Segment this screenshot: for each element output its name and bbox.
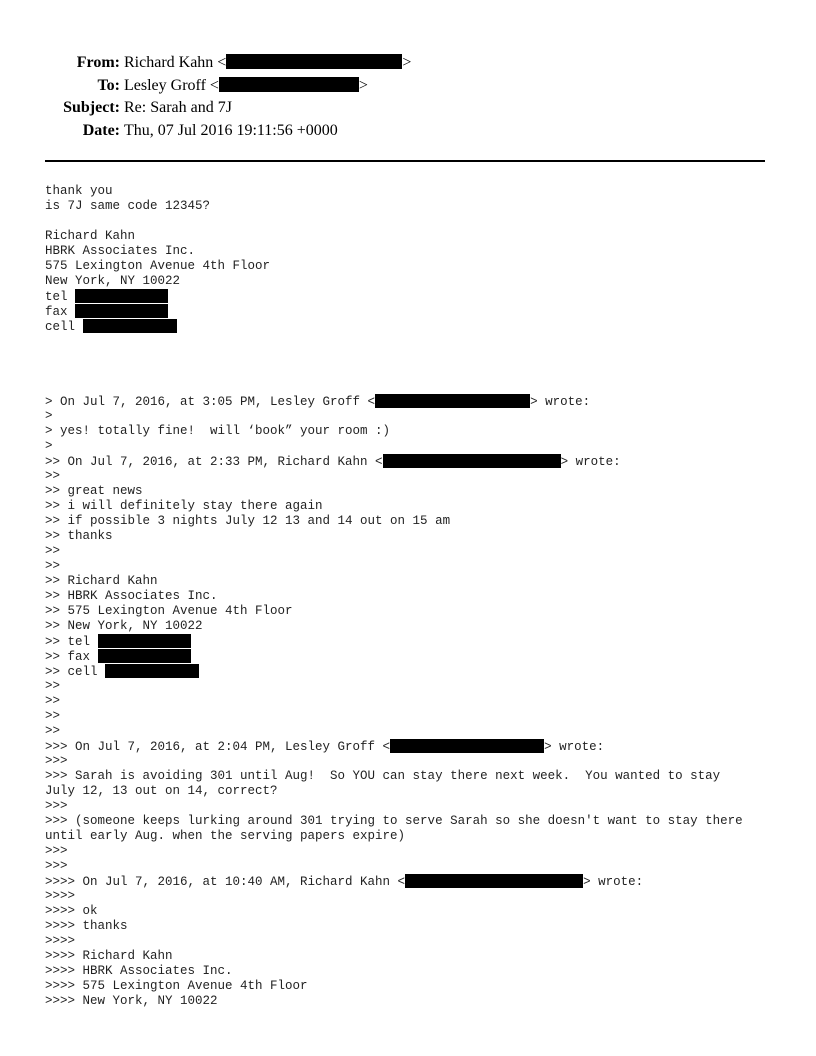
quote-line: >>> (45, 799, 68, 813)
quote-line: >>> (someone keeps lurking around 301 trying to serve Sarah so she doesn't want to stay there (45, 814, 743, 828)
redacted-cell (105, 664, 199, 678)
to-value (124, 75, 368, 98)
redacted-email (405, 874, 583, 888)
redacted-tel (98, 634, 191, 648)
quote-line: >> Richard Kahn (45, 574, 158, 588)
quote-line: >> New York, NY 10022 (45, 619, 203, 633)
to-row (0, 75, 816, 98)
signature-tel (45, 289, 785, 304)
signature-name: Richard Kahn (45, 229, 136, 243)
from-row (0, 52, 816, 75)
quote-line: >>>> 575 Lexington Avenue 4th Floor (45, 979, 308, 993)
quote3-suffix: > wrote: (544, 740, 605, 754)
subject-value: Re: Sarah and 7J (124, 99, 232, 116)
fax-label: fax (45, 305, 76, 319)
redacted-cell (83, 319, 177, 333)
quote-line: >>> (45, 754, 68, 768)
to-label: To: (97, 76, 120, 94)
quote-line: >> i will definitely stay there again (45, 499, 323, 513)
quote-line: >> (45, 694, 61, 708)
from-close: > (402, 54, 412, 71)
quote-line: >>>> Richard Kahn (45, 949, 173, 963)
quote4-prefix: >>>> On Jul 7, 2016, at 10:40 AM, Richard Kahn < (45, 875, 406, 889)
quote-line: until early Aug. when the serving papers expire) (45, 829, 406, 843)
quote-line: >> (45, 709, 61, 723)
date-row (0, 120, 816, 143)
quote-line: >>>> thanks (45, 919, 128, 933)
quote-line: >>>> HBRK Associates Inc. (45, 964, 233, 978)
email-header (0, 52, 816, 142)
quote-line: >> (45, 469, 61, 483)
quote-line: >>> (45, 859, 68, 873)
quote-line: >> (45, 724, 61, 738)
signature-fax (45, 304, 785, 319)
quote-line: >>>> New York, NY 10022 (45, 994, 218, 1008)
fax-label: >> fax (45, 650, 98, 664)
date-value: Thu, 07 Jul 2016 19:11:56 +0000 (124, 121, 338, 139)
to-name: Lesley Groff < (124, 76, 219, 94)
subject-label: Subject: (63, 99, 120, 116)
body-line (45, 214, 785, 229)
cell-label: >> cell (45, 665, 106, 679)
redacted-email (390, 739, 544, 753)
email-body (45, 184, 785, 1009)
quote-fax (45, 649, 785, 664)
tel-label: >> tel (45, 635, 98, 649)
quote-line: > (45, 439, 53, 453)
quote-line: >> if possible 3 nights July 12 13 and 14 out on 15 am (45, 514, 451, 528)
date-label: Date: (82, 121, 120, 139)
cell-label: cell (45, 320, 83, 334)
quote-line: >> (45, 559, 61, 573)
quote-line: >> HBRK Associates Inc. (45, 589, 218, 603)
tel-label: tel (45, 290, 76, 304)
quote4-attribution (45, 874, 785, 889)
quote-line: >>>> (45, 889, 76, 903)
signature-company: HBRK Associates Inc. (45, 244, 196, 258)
body-line: is 7J same code 12345? (45, 199, 211, 213)
signature-address: 575 Lexington Avenue 4th Floor (45, 259, 271, 273)
from-name: Richard Kahn < (124, 54, 227, 71)
to-close: > (358, 76, 368, 94)
quote1-prefix: > On Jul 7, 2016, at 3:05 PM, Lesley Groff < (45, 395, 376, 409)
quote-line: >>>> (45, 934, 76, 948)
quote3-prefix: >>> On Jul 7, 2016, at 2:04 PM, Lesley Groff < (45, 740, 391, 754)
quote1-attribution (45, 394, 785, 409)
quote-line: >>> Sarah is avoiding 301 until Aug! So YOU can stay there next week. You wanted to stay (45, 769, 721, 783)
quote-line: > yes! totally fine! will ‘book” your room :) (45, 424, 391, 438)
redacted-email (375, 394, 530, 408)
body-line: thank you (45, 184, 113, 198)
header-divider (45, 160, 765, 162)
redacted-fax (98, 649, 191, 663)
quote-line: >>>> ok (45, 904, 98, 918)
quote-line: >> 575 Lexington Avenue 4th Floor (45, 604, 293, 618)
quote2-attribution (45, 454, 785, 469)
quote4-suffix: > wrote: (583, 875, 644, 889)
quote-cell (45, 664, 785, 679)
quote3-attribution (45, 739, 785, 754)
quote2-suffix: > wrote: (560, 455, 621, 469)
quote1-suffix: > wrote: (530, 395, 591, 409)
subject-row (0, 97, 816, 120)
quote-line: >> thanks (45, 529, 113, 543)
signature-city: New York, NY 10022 (45, 274, 181, 288)
from-label: From: (76, 54, 120, 71)
from-value (124, 52, 411, 75)
redacted-from-email (226, 54, 402, 69)
quote-line: >> great news (45, 484, 143, 498)
quote-line: > (45, 409, 53, 423)
quote-line: July 12, 13 out on 14, correct? (45, 784, 278, 798)
redacted-tel (75, 289, 168, 303)
redacted-email (383, 454, 561, 468)
redacted-to-email (219, 77, 359, 92)
quote-tel (45, 634, 785, 649)
quote2-prefix: >> On Jul 7, 2016, at 2:33 PM, Richard Kahn < (45, 455, 383, 469)
quote-line: >> (45, 679, 61, 693)
quote-line: >> (45, 544, 61, 558)
redacted-fax (75, 304, 168, 318)
signature-cell (45, 319, 785, 334)
quote-line: >>> (45, 844, 68, 858)
